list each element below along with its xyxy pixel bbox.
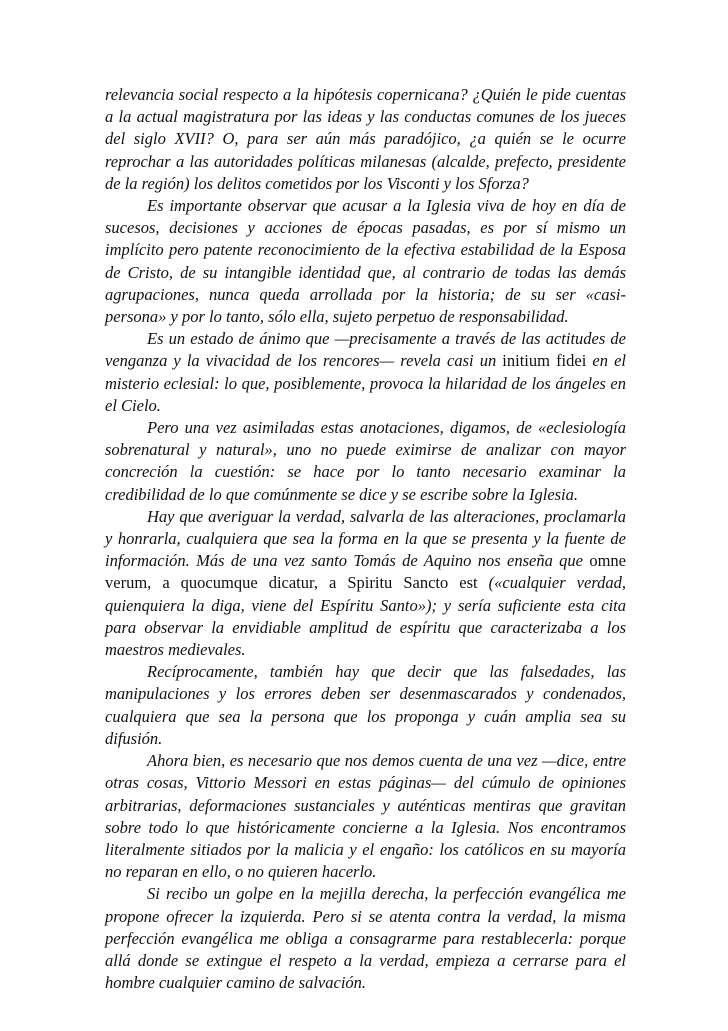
paragraph-8-text: Si recibo un golpe en la mejilla derecha, la perfección evangélica me propone ofrecer la izquierda. Pero si se atenta contra la verdad, la misma perfección evangélica me obliga a consagrarme para restablecerla: porque allá donde se extingue el respeto a la verdad, empieza a cerrarse para el hombre cualquier camino de salvación. — [105, 884, 626, 993]
paragraph-4 — [105, 417, 626, 506]
latin-quote-omne-verum: omne verum, a quocumque dicatur, a Spiritu Sancto est — [105, 551, 626, 593]
paragraph-8 — [105, 883, 626, 994]
paragraph-3-text-a: Es un estado de ánimo que —precisamente a través de las actitudes de venganza y la vivacidad de los rencores— revela casi un — [105, 329, 626, 371]
paragraph-7 — [105, 750, 626, 883]
paragraph-6-text: Recíprocamente, también hay que decir que las falsedades, las manipulaciones y los errores deben ser desenmascarados y condenados, cualquiera que sea la persona que los proponga y cuán amplia sea su difusión. — [105, 662, 626, 748]
paragraph-5-text-a: Hay que averiguar la verdad, salvarla de las alteraciones, proclamarla y honrarla, cualquiera que sea la forma en la que se presenta y la fuente de información. Más de una vez santo Tomás de Aquino nos enseña que — [105, 506, 626, 571]
paragraph-5 — [105, 506, 626, 661]
paragraph-7-text: Ahora bien, es necesario que nos demos cuenta de una vez —dice, entre otras cosas, Vittorio Messori en estas páginas— del cúmulo de opiniones arbitrarias, deformaciones sustanciales y auténticas mentiras que gravitan sobre todo lo que históricamente concierne a la Iglesia. Nos encontramos literalmente sitiados por la malicia y el engaño: los católicos en su mayoría no reparan en ello, o no quieren hacerlo. — [105, 751, 626, 882]
paragraph-3-text-b: en el misterio eclesial: lo que, posiblemente, provoca la hilaridad de los ángeles en el Cielo. — [105, 351, 626, 415]
paragraph-3 — [105, 328, 626, 417]
paragraph-2 — [105, 195, 626, 328]
paragraph-1 — [105, 84, 626, 195]
paragraph-2-text: Es importante observar que acusar a la Iglesia viva de hoy en día de sucesos, decisiones y acciones de épocas pasadas, es por sí mismo un implícito pero patente reconocimiento de la efectiva estabilidad de la Esposa de Cristo, de su intangible identidad que, al contrario de todas las demás agrupaciones, nunca queda arrollada por la historia; de su ser «casi-persona» y por lo tanto, sólo ella, sujeto perpetuo de responsabilidad. — [105, 196, 626, 327]
document-page — [105, 84, 626, 994]
latin-phrase-initium-fidei: initium fidei — [502, 351, 587, 371]
paragraph-1-text: relevancia social respecto a la hipótesis copernicana? ¿Quién le pide cuentas a la actual magistratura por las ideas y las conductas comunes de los jueces del siglo XVII? O, para ser aún más paradójico, ¿a quién se le ocurre reprochar a las autoridades políticas milanesas (alcalde, prefecto, presidente de la región) los delitos cometidos por los Visconti y los Sforza? — [105, 85, 626, 193]
paragraph-4-text: Pero una vez asimiladas estas anotaciones, digamos, de «eclesiología sobrenatural y natural», uno no puede eximirse de analizar con mayor concreción la cuestión: se hace por lo tanto necesario examinar la credibilidad de lo que comúnmente se dice y se escribe sobre la Iglesia. — [105, 418, 626, 504]
paragraph-6 — [105, 661, 626, 750]
paragraph-5-text-b: («cualquier verdad, quienquiera la diga, viene del Espíritu Santo»); y sería suficiente esta cita para observar la envidiable amplitud de espíritu que caracterizaba a los maestros medievales. — [105, 573, 626, 660]
